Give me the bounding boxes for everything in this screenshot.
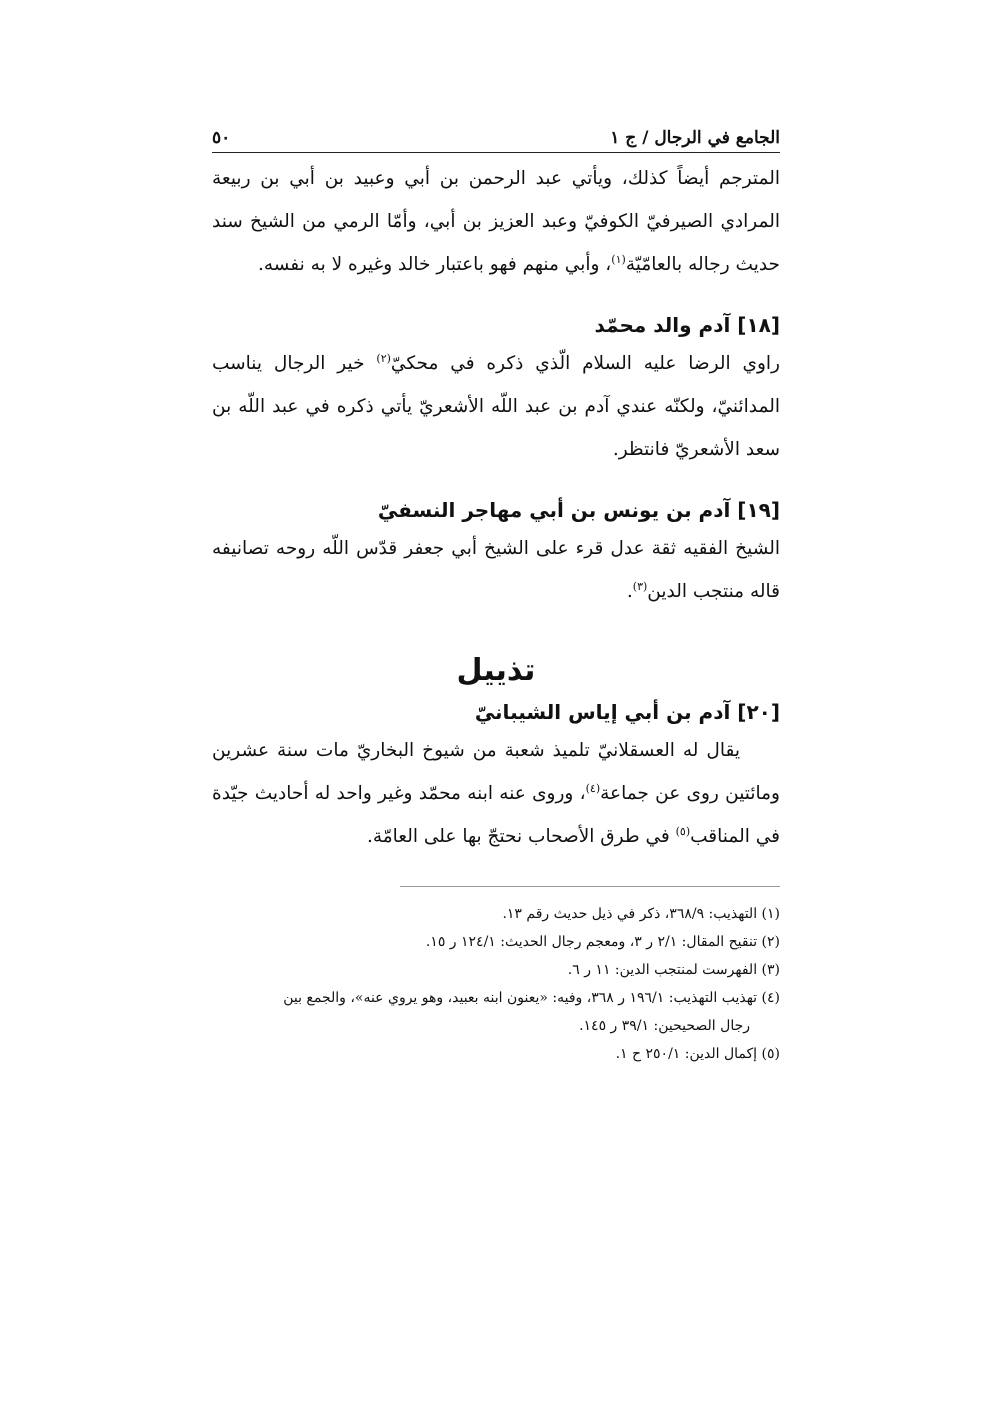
footnote-4-continuation [212,1012,780,1040]
entry-20-text [212,729,780,858]
entry-18-text-a: راوي الرضا عليه السلام الّذي ذكره في محكيّ [390,353,780,374]
intro-tail: ، وأبي منهم فهو باعتبار خالد وغيره لا به نفسه. [257,254,612,275]
footnote-4: (٤) تهذيب التهذيب: ١٩٦/١ ر ٣٦٨، وفيه: «يعنون ابنه بعبيد، وهو يروي عنه»، والجمع بين [283,990,780,1006]
footnote-divider [400,886,780,887]
footnote-ref-2[interactable]: (٢) [376,351,391,365]
entry-20-text-a: يقال له العسقلانيّ تلميذ شعبة من شيوخ البخاريّ مات سنة عشرين ومائتين روى عن جماعة [212,740,780,804]
page-body [212,118,780,858]
footnote-ref-4[interactable]: (٤) [585,781,601,795]
page-number: ٥٠ [212,128,231,148]
footnotes [212,900,780,1068]
footnote-1: (١) التهذيب: ٣٦٨/٩، ذكر في ذيل حديث رقم ١٣. [502,906,780,922]
intro-paragraph [212,157,780,286]
book-title: الجامع في الرجال / ج ١ [610,128,780,148]
entry-19-text-b: . [626,581,633,602]
entry-19-title: [١٩] آدم بن يونس بن أبي مهاجر النسفيّ [377,498,780,522]
entry-19-text-a: الشيخ الفقيه ثقة عدل قرء على الشيخ أبي جعفر قدّس اللّه روحه تصانيفه قاله منتجب الدين [212,538,780,602]
entry-19-text [212,527,780,613]
footnote-5: (٥) إكمال الدين: ٢٥٠/١ ح ١. [615,1046,780,1062]
section-title: تذييل [456,653,536,688]
intro-text: المترجم أيضاً كذلك، ويأتي عبد الرحمن بن أبي وعبيد بن أبي بن ربيعة المرادي الصيرفيّ الكوفيّ وعبد العزيز بن أبي، وأمّا الرمي من الشيخ سند حديث رجاله بالعامّيّة [212,168,780,275]
running-header [212,118,780,153]
footnote-ref-3[interactable]: (٣) [632,579,648,593]
entry-18-title: [١٨] آدم والد محمّد [594,313,780,337]
footnote-2: (٢) تنقيح المقال: ٢/١ ر ٣، ومعجم رجال الحديث: ١٢٤/١ ر ١٥. [425,934,780,950]
entry-20-text-c: في طرق الأصحاب نحتجّ بها على العامّة. [366,826,676,847]
footnote-4-cont-text: رجال الصحيحين: ٣٩/١ ر ١٤٥. [579,1018,750,1034]
entry-20-text-b: ، وروى عنه ابنه محمّد وغير واحد له أحاديث جيّدة في المناقب [212,783,780,847]
footnote-ref-5[interactable]: (٥) [675,824,691,838]
entry-20-title: [٢٠] آدم بن أبي إياس الشيبانيّ [474,700,780,724]
footnote-ref-1[interactable]: (١) [611,252,626,266]
footnote-3: (٣) الفهرست لمنتجب الدين: ١١ ر ٦. [567,962,780,978]
entry-18-text [212,342,780,471]
entry-18-text-b: خير الرجال يناسب المدائنيّ، ولكنّه عندي آدم بن عبد اللّه الأشعريّ يأتي ذكره في عبد اللّه بن سعد الأشعريّ فانتظر. [212,353,780,460]
